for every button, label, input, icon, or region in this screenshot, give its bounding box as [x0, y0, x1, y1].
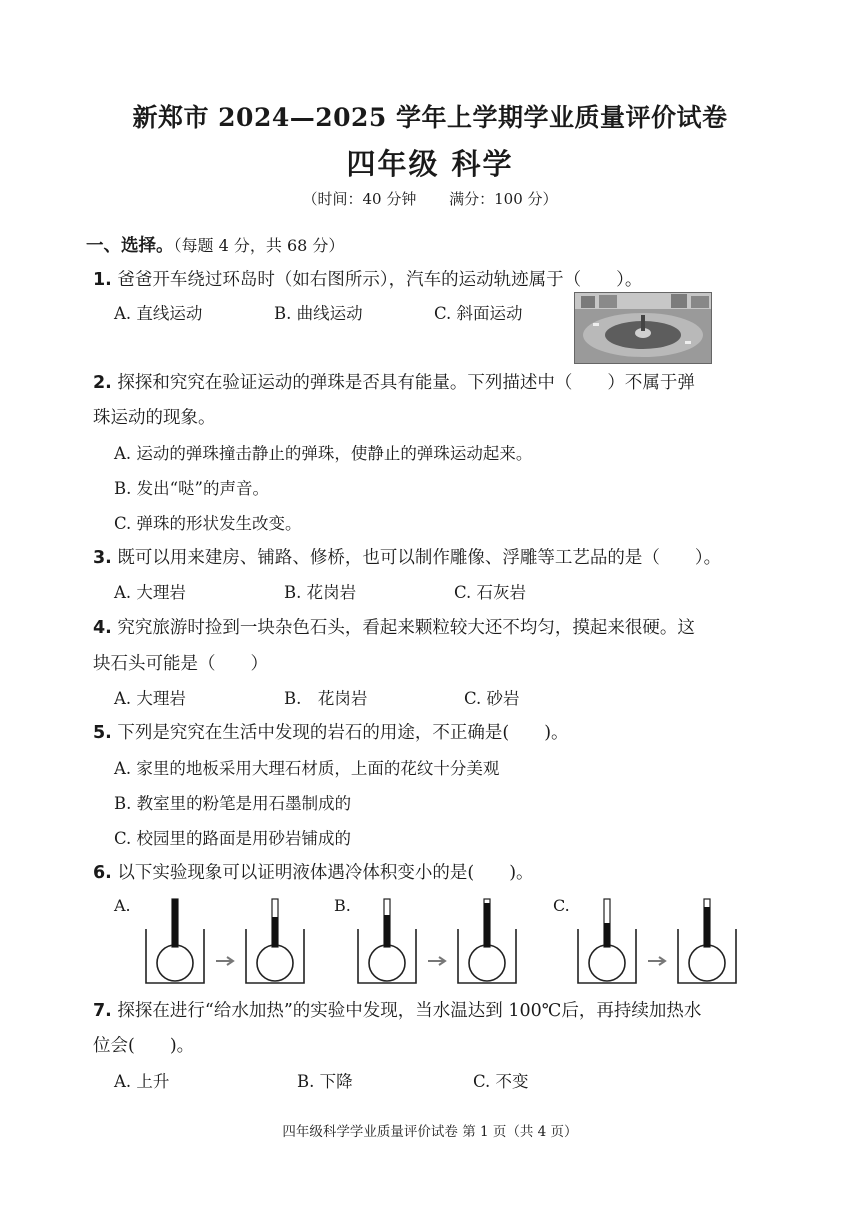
question-2: 2. 探探和究究在验证运动的弹珠是否具有能量。下列描述中（ ）不属于弹	[93, 373, 695, 393]
exam-score: 满分：100 分）	[449, 190, 558, 208]
q6-option-a[interactable]: A.	[114, 896, 131, 915]
question-4-cont: 块石头可能是（ ）	[93, 654, 268, 674]
roundabout-photo-icon	[574, 292, 712, 364]
question-2-cont: 珠运动的现象。	[93, 408, 216, 428]
question-7-cont: 位会( )。	[93, 1036, 195, 1056]
q4-option-a[interactable]: A. 大理岩	[114, 689, 186, 708]
q1-option-c[interactable]: C. 斜面运动	[434, 304, 523, 323]
q1-option-a[interactable]: A. 直线运动	[114, 304, 203, 323]
q2-option-a[interactable]: A. 运动的弹珠撞击静止的弹珠，使静止的弹珠运动起来。	[114, 444, 533, 463]
q3-option-b[interactable]: B. 花岗岩	[284, 583, 357, 602]
page-footer: 四年级科学学业质量评价试卷 第 1 页（共 4 页）	[282, 1124, 578, 1140]
q4-option-b[interactable]: B. 花岗岩	[284, 689, 368, 708]
thermometer-flask-diagram-icon	[140, 893, 310, 985]
q7-option-a[interactable]: A. 上升	[114, 1072, 170, 1091]
question-7: 7. 探探在进行“给水加热”的实验中发现，当水温达到 100℃后，再持续加热水	[93, 1001, 702, 1021]
q7-option-c[interactable]: C. 不变	[473, 1072, 529, 1091]
exam-title: 新郑市 2024—2025 学年上学期学业质量评价试卷	[132, 103, 728, 132]
q7-option-b[interactable]: B. 下降	[297, 1072, 353, 1091]
question-6: 6. 以下实验现象可以证明液体遇冷体积变小的是( )。	[93, 863, 534, 883]
thermometer-flask-diagram-icon	[352, 893, 522, 985]
question-1: 1. 爸爸开车绕过环岛时（如右图所示），汽车的运动轨迹属于（ ）。	[93, 270, 643, 290]
q3-option-c[interactable]: C. 石灰岩	[454, 583, 527, 602]
question-4: 4. 究究旅游时捡到一块杂色石头，看起来颗粒较大还不均匀，摸起来很硬。这	[93, 618, 695, 638]
q3-option-a[interactable]: A. 大理岩	[114, 583, 186, 602]
q4-option-c[interactable]: C. 砂岩	[464, 689, 520, 708]
q5-option-a[interactable]: A. 家里的地板采用大理石材质，上面的花纹十分美观	[114, 759, 500, 778]
question-5: 5. 下列是究究在生活中发现的岩石的用途，不正确是( )。	[93, 723, 569, 743]
exam-meta	[0, 188, 860, 209]
q1-option-b[interactable]: B. 曲线运动	[274, 304, 363, 323]
q2-option-b[interactable]: B. 发出“哒”的声音。	[114, 479, 269, 498]
question-3: 3. 既可以用来建房、铺路、修桥，也可以制作雕像、浮雕等工艺品的是（ ）。	[93, 548, 722, 568]
q2-option-c[interactable]: C. 弹珠的形状发生改变。	[114, 514, 302, 533]
thermometer-flask-diagram-icon	[572, 893, 742, 985]
exam-time: （时间：40 分钟	[302, 190, 417, 208]
q6-option-c[interactable]: C.	[553, 896, 570, 915]
exam-subject: 四年级 科学	[346, 147, 514, 181]
section-heading: 一、选择。（每题 4 分，共 68 分）	[86, 236, 345, 256]
q5-option-c[interactable]: C. 校园里的路面是用砂岩铺成的	[114, 829, 352, 848]
q5-option-b[interactable]: B. 教室里的粉笔是用石墨制成的	[114, 794, 352, 813]
section-note: （每题 4 分，共 68 分）	[173, 236, 345, 255]
q6-option-b[interactable]: B.	[334, 896, 351, 915]
